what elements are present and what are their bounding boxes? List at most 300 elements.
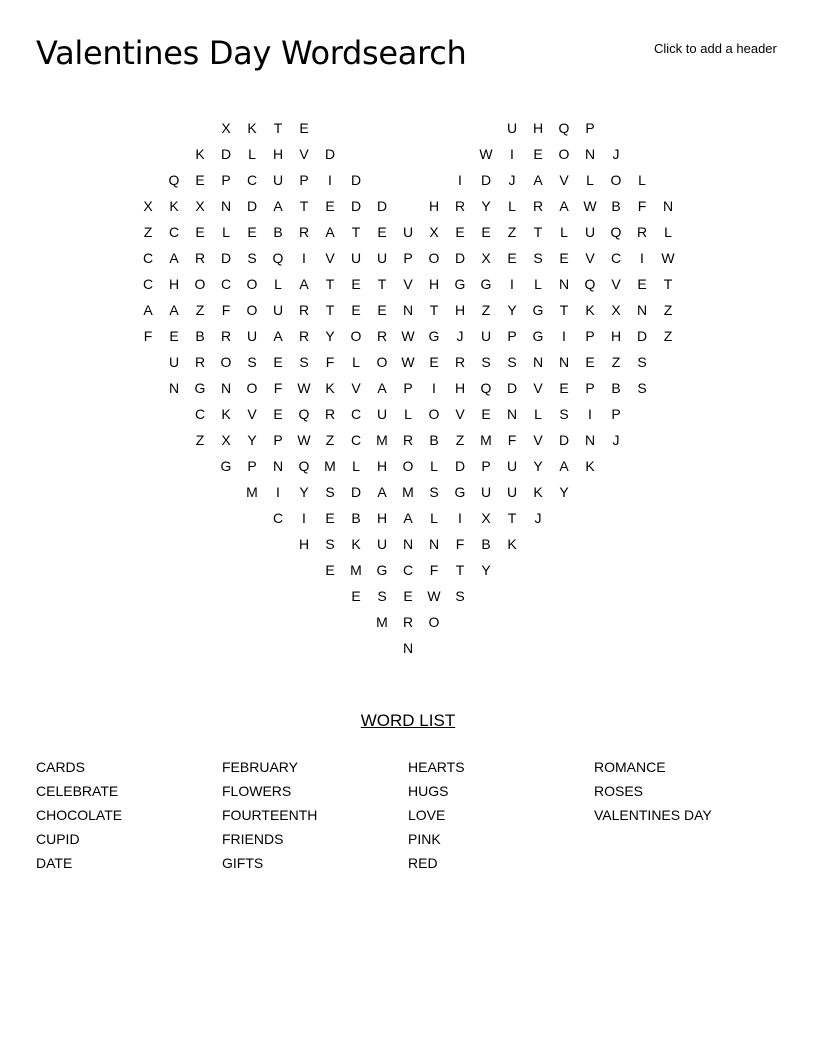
grid-letter: E	[273, 354, 283, 370]
grid-letter: N	[402, 302, 414, 318]
grid-letter: W	[661, 250, 675, 266]
grid-letter: U	[246, 328, 258, 344]
grid-letter: C	[194, 406, 206, 422]
grid-letter: G	[376, 562, 388, 578]
grid-letter: R	[194, 354, 206, 370]
word-list-item: CHOCOLATE	[36, 807, 123, 823]
grid-letter: X	[143, 198, 153, 214]
grid-letter: J	[612, 432, 620, 448]
grid-letter: V	[611, 276, 621, 292]
grid-letter: Y	[559, 484, 569, 500]
grid-letter: C	[402, 562, 414, 578]
grid-letter: Z	[611, 354, 621, 370]
grid-letter: S	[299, 354, 309, 370]
grid-letter: S	[247, 250, 257, 266]
grid-letter: J	[456, 328, 464, 344]
word-list-column	[594, 757, 780, 877]
grid-letter: T	[325, 276, 335, 292]
grid-letter: D	[454, 458, 466, 474]
grid-letter: U	[376, 250, 388, 266]
grid-letter: Z	[195, 302, 205, 318]
grid-letter: F	[455, 536, 465, 552]
grid-letter: L	[430, 458, 438, 474]
word-list-item: PINK	[408, 831, 441, 847]
word-list-item: GIFTS	[222, 855, 264, 871]
grid-letter: U	[402, 224, 414, 240]
grid-letter: D	[324, 146, 336, 162]
grid-letter: C	[142, 250, 154, 266]
grid-letter: Z	[143, 224, 153, 240]
grid-letter: T	[455, 562, 465, 578]
grid-letter: N	[584, 146, 596, 162]
grid-letter: L	[352, 354, 360, 370]
grid-letter: K	[195, 146, 205, 162]
word-list-title: WORD LIST	[360, 711, 456, 730]
grid-letter: O	[610, 172, 622, 188]
grid-letter: N	[506, 406, 518, 422]
grid-letter: I	[302, 250, 306, 266]
grid-letter: V	[247, 406, 257, 422]
grid-letter: E	[585, 354, 595, 370]
grid-letter: H	[532, 120, 544, 136]
grid-letter: N	[220, 198, 232, 214]
grid-letter: L	[664, 224, 672, 240]
grid-letter: Z	[195, 432, 205, 448]
grid-letter: E	[299, 120, 309, 136]
grid-letter: T	[325, 302, 335, 318]
grid-letter: X	[221, 432, 231, 448]
grid-letter: M	[402, 484, 414, 500]
word-list-item: HUGS	[408, 783, 449, 799]
grid-letter: X	[221, 120, 231, 136]
grid-letter: I	[640, 250, 644, 266]
grid-letter: N	[220, 380, 232, 396]
grid-letter: G	[194, 380, 206, 396]
word-list-item: DATE	[36, 855, 73, 871]
grid-letter: O	[350, 328, 362, 344]
grid-letter: I	[276, 484, 280, 500]
grid-letter: W	[401, 328, 415, 344]
grid-letter: U	[506, 484, 518, 500]
grid-letter: E	[377, 302, 387, 318]
grid-letter: U	[506, 120, 518, 136]
grid-letter: Q	[610, 224, 622, 240]
grid-letter: C	[272, 510, 284, 526]
grid-letter: D	[350, 484, 362, 500]
grid-letter: T	[351, 224, 361, 240]
word-list-item: FLOWERS	[222, 783, 292, 799]
grid-letter: N	[168, 380, 180, 396]
grid-letter: X	[481, 250, 491, 266]
grid-letter: R	[324, 406, 336, 422]
grid-letter: X	[611, 302, 621, 318]
grid-letter: S	[533, 250, 543, 266]
grid-letter: Q	[298, 458, 310, 474]
grid-letter: I	[562, 328, 566, 344]
grid-letter: H	[376, 510, 388, 526]
grid-letter: N	[428, 536, 440, 552]
grid-letter: G	[454, 276, 466, 292]
grid-letter: D	[246, 198, 258, 214]
grid-letter: M	[376, 614, 388, 630]
grid-letter: P	[221, 172, 231, 188]
grid-letter: W	[479, 146, 493, 162]
grid-letter: F	[429, 562, 439, 578]
grid-letter: T	[533, 224, 543, 240]
grid-letter: T	[299, 198, 309, 214]
grid-letter: S	[455, 588, 465, 604]
grid-letter: E	[195, 224, 205, 240]
grid-letter: M	[350, 562, 362, 578]
grid-letter: O	[194, 276, 206, 292]
grid-letter: S	[637, 354, 647, 370]
grid-letter: R	[298, 328, 310, 344]
grid-letter: V	[325, 250, 335, 266]
grid-letter: D	[376, 198, 388, 214]
grid-letter: U	[506, 458, 518, 474]
grid-letter: F	[143, 328, 153, 344]
grid-letter: P	[299, 172, 309, 188]
grid-letter: E	[377, 224, 387, 240]
grid-letter: T	[663, 276, 673, 292]
grid-letter: S	[507, 354, 517, 370]
grid-letter: E	[455, 224, 465, 240]
grid-letter: A	[559, 458, 569, 474]
grid-letter: O	[246, 380, 258, 396]
grid-letter: T	[559, 302, 569, 318]
grid-letter: S	[325, 536, 335, 552]
grid-letter: D	[220, 250, 232, 266]
grid-letter: U	[272, 302, 284, 318]
grid-letter: D	[506, 380, 518, 396]
grid-letter: K	[325, 380, 335, 396]
grid-letter: R	[454, 198, 466, 214]
grid-letter: I	[510, 146, 514, 162]
word-list-item: RED	[408, 855, 438, 871]
grid-letter: S	[377, 588, 387, 604]
grid-letter: L	[352, 458, 360, 474]
grid-letter: T	[429, 302, 439, 318]
grid-letter: E	[533, 146, 543, 162]
grid-letter: L	[560, 224, 568, 240]
grid-letter: N	[272, 458, 284, 474]
grid-letter: H	[610, 328, 622, 344]
document-title: Valentines Day Wordsearch	[36, 34, 467, 72]
grid-letter: F	[507, 432, 517, 448]
grid-letter: V	[403, 276, 413, 292]
grid-letter: T	[377, 276, 387, 292]
grid-letter: L	[222, 224, 230, 240]
grid-letter: N	[662, 198, 674, 214]
grid-letter: C	[168, 224, 180, 240]
grid-letter: N	[584, 432, 596, 448]
grid-letter: F	[273, 380, 283, 396]
grid-letter: Q	[584, 276, 596, 292]
grid-letter: O	[428, 406, 440, 422]
grid-letter: O	[558, 146, 570, 162]
grid-letter: L	[248, 146, 256, 162]
grid-letter: Y	[325, 328, 335, 344]
word-list-column	[408, 757, 594, 877]
grid-letter: K	[247, 120, 257, 136]
grid-letter: D	[558, 432, 570, 448]
grid-letter: R	[298, 302, 310, 318]
grid-letter: B	[273, 224, 283, 240]
grid-letter: B	[611, 380, 621, 396]
word-list-item: FRIENDS	[222, 831, 284, 847]
grid-letter: P	[585, 328, 595, 344]
grid-letter: U	[168, 354, 180, 370]
grid-letter: I	[510, 276, 514, 292]
grid-letter: Q	[558, 120, 570, 136]
grid-letter: M	[324, 458, 336, 474]
word-list-item: CUPID	[36, 831, 80, 847]
grid-letter: U	[584, 224, 596, 240]
grid-letter: B	[429, 432, 439, 448]
grid-letter: L	[534, 276, 542, 292]
grid-letter: P	[403, 250, 413, 266]
grid-letter: Y	[299, 484, 309, 500]
grid-letter: K	[221, 406, 231, 422]
grid-letter: N	[558, 276, 570, 292]
grid-letter: J	[534, 510, 542, 526]
grid-letter: V	[533, 432, 543, 448]
grid-letter: G	[428, 328, 440, 344]
grid-letter: O	[428, 614, 440, 630]
grid-letter: S	[637, 380, 647, 396]
grid-letter: G	[454, 484, 466, 500]
grid-letter: A	[533, 172, 543, 188]
grid-letter: N	[532, 354, 544, 370]
grid-letter: A	[325, 224, 335, 240]
grid-letter: I	[432, 380, 436, 396]
grid-letter: O	[246, 276, 258, 292]
grid-letter: Z	[663, 328, 673, 344]
grid-letter: H	[428, 198, 440, 214]
grid-letter: L	[534, 406, 542, 422]
grid-letter: M	[246, 484, 258, 500]
word-list-item: ROMANCE	[594, 759, 666, 775]
grid-letter: Q	[480, 380, 492, 396]
grid-letter: A	[169, 302, 179, 318]
grid-letter: G	[532, 302, 544, 318]
grid-letter: J	[612, 146, 620, 162]
grid-letter: A	[299, 276, 309, 292]
grid-letter: N	[402, 536, 414, 552]
grid-letter: O	[428, 250, 440, 266]
grid-letter: E	[507, 250, 517, 266]
grid-letter: E	[169, 328, 179, 344]
grid-letter: E	[351, 588, 361, 604]
grid-letter: U	[376, 406, 388, 422]
grid-letter: F	[325, 354, 335, 370]
grid-letter: W	[583, 198, 597, 214]
grid-letter: O	[246, 302, 258, 318]
word-list-item: FOURTEENTH	[222, 807, 318, 823]
grid-letter: P	[247, 458, 257, 474]
grid-letter: E	[481, 224, 491, 240]
grid-letter: B	[611, 198, 621, 214]
header-placeholder[interactable]: Click to add a header	[654, 41, 777, 56]
grid-letter: E	[247, 224, 257, 240]
grid-letter: Y	[481, 198, 491, 214]
grid-letter: H	[168, 276, 180, 292]
grid-letter: I	[458, 172, 462, 188]
grid-letter: U	[480, 484, 492, 500]
grid-letter: E	[559, 250, 569, 266]
grid-letter: W	[401, 354, 415, 370]
grid-letter: X	[195, 198, 205, 214]
grid-letter: A	[143, 302, 153, 318]
word-list	[36, 757, 780, 877]
grid-letter: A	[377, 484, 387, 500]
grid-letter: L	[430, 510, 438, 526]
grid-letter: H	[298, 536, 310, 552]
grid-letter: M	[376, 432, 388, 448]
grid-letter: I	[302, 510, 306, 526]
grid-letter: Y	[507, 302, 517, 318]
grid-letter: U	[272, 172, 284, 188]
grid-letter: G	[480, 276, 492, 292]
grid-letter: O	[402, 458, 414, 474]
grid-letter: R	[298, 224, 310, 240]
word-list-item: FEBRUARY	[222, 759, 298, 775]
grid-letter: P	[403, 380, 413, 396]
grid-letter: E	[325, 562, 335, 578]
grid-letter: X	[429, 224, 439, 240]
grid-letter: E	[351, 302, 361, 318]
grid-letter: S	[247, 354, 257, 370]
grid-letter: P	[585, 380, 595, 396]
grid-letter: J	[508, 172, 516, 188]
grid-letter: Q	[168, 172, 180, 188]
grid-letter: L	[404, 406, 412, 422]
grid-letter: D	[480, 172, 492, 188]
grid-letter: Z	[481, 302, 491, 318]
grid-letter: N	[402, 640, 414, 656]
grid-letter: Y	[481, 562, 491, 578]
grid-letter: R	[376, 328, 388, 344]
grid-letter: H	[376, 458, 388, 474]
grid-letter: K	[351, 536, 361, 552]
grid-letter: V	[585, 250, 595, 266]
word-list-column	[36, 757, 222, 877]
grid-letter: N	[558, 354, 570, 370]
grid-letter: A	[559, 198, 569, 214]
grid-letter: E	[325, 198, 335, 214]
grid-letter: U	[480, 328, 492, 344]
grid-letter: K	[585, 458, 595, 474]
grid-letter: P	[273, 432, 283, 448]
grid-letter: E	[195, 172, 205, 188]
grid-letter: E	[403, 588, 413, 604]
grid-letter: E	[325, 510, 335, 526]
grid-letter: I	[588, 406, 592, 422]
grid-letter: S	[559, 406, 569, 422]
grid-letter: A	[169, 250, 179, 266]
grid-letter: L	[638, 172, 646, 188]
grid-letter: K	[533, 484, 543, 500]
grid-letter: A	[403, 510, 413, 526]
grid-letter: W	[427, 588, 441, 604]
grid-letter: P	[611, 406, 621, 422]
grid-letter: Z	[455, 432, 465, 448]
word-list-item: VALENTINES DAY	[594, 807, 712, 823]
grid-letter: A	[273, 198, 283, 214]
grid-letter: I	[328, 172, 332, 188]
grid-letter: D	[220, 146, 232, 162]
grid-letter: V	[559, 172, 569, 188]
grid-letter: E	[637, 276, 647, 292]
grid-letter: B	[195, 328, 205, 344]
grid-letter: C	[610, 250, 622, 266]
grid-letter: V	[533, 380, 543, 396]
grid-letter: U	[350, 250, 362, 266]
grid-letter: C	[220, 276, 232, 292]
grid-letter: P	[507, 328, 517, 344]
grid-letter: X	[481, 510, 491, 526]
grid-letter: G	[532, 328, 544, 344]
grid-letter: K	[169, 198, 179, 214]
grid-letter: T	[507, 510, 517, 526]
grid-letter: H	[272, 146, 284, 162]
grid-letter: O	[220, 354, 232, 370]
grid-letter: U	[376, 536, 388, 552]
grid-letter: F	[221, 302, 231, 318]
grid-letter: V	[351, 380, 361, 396]
grid-letter: Z	[325, 432, 335, 448]
grid-letter: R	[402, 614, 414, 630]
grid-letter: S	[481, 354, 491, 370]
grid-letter: Y	[247, 432, 257, 448]
grid-letter: P	[481, 458, 491, 474]
grid-letter: W	[297, 380, 311, 396]
grid-letter: B	[351, 510, 361, 526]
grid-letter: S	[325, 484, 335, 500]
grid-letter: R	[636, 224, 648, 240]
grid-letter: H	[428, 276, 440, 292]
grid-letter: Q	[298, 406, 310, 422]
grid-letter: K	[585, 302, 595, 318]
grid-letter: P	[585, 120, 595, 136]
grid-letter: O	[376, 354, 388, 370]
grid-letter: E	[351, 276, 361, 292]
grid-letter: V	[455, 406, 465, 422]
word-list-item: CARDS	[36, 759, 86, 775]
grid-letter: S	[429, 484, 439, 500]
grid-letter: A	[273, 328, 283, 344]
word-list-item: HEARTS	[408, 759, 465, 775]
grid-letter: L	[274, 276, 282, 292]
grid-letter: E	[273, 406, 283, 422]
grid-letter: C	[246, 172, 258, 188]
grid-letter: R	[454, 354, 466, 370]
grid-letter: R	[194, 250, 206, 266]
grid-letter: R	[220, 328, 232, 344]
grid-letter: V	[299, 146, 309, 162]
grid-letter: R	[532, 198, 544, 214]
grid-letter: Y	[533, 458, 543, 474]
grid-letter: D	[350, 172, 362, 188]
grid-letter: D	[636, 328, 648, 344]
grid-letter: L	[508, 198, 516, 214]
grid-letter: B	[481, 536, 491, 552]
grid-letter: D	[454, 250, 466, 266]
grid-letter: Z	[663, 302, 673, 318]
grid-letter: Q	[272, 250, 284, 266]
grid-letter: H	[454, 380, 466, 396]
grid-letter: W	[297, 432, 311, 448]
